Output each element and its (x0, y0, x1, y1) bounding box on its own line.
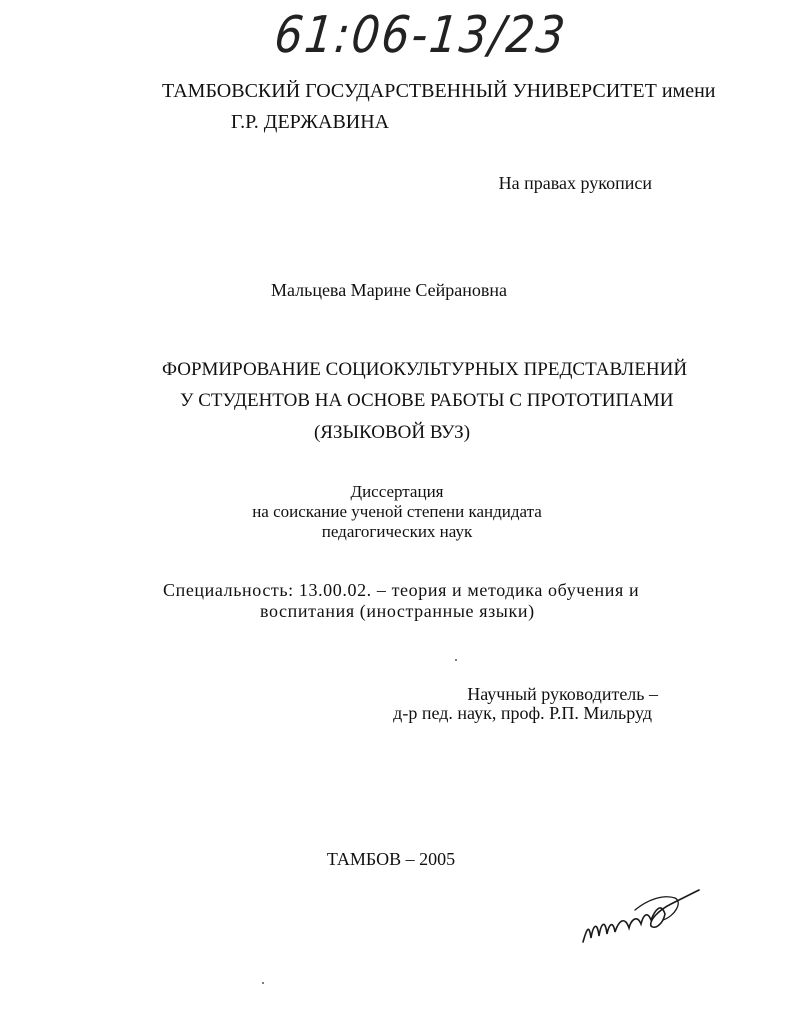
science-field-line: педагогических наук (321, 522, 473, 541)
specialty-line1: Специальность: 13.00.02. – теория и методика обучения и (163, 580, 640, 600)
thesis-title-line1: ФОРМИРОВАНИЕ СОЦИОКУЛЬТУРНЫХ ПРЕДСТАВЛЕНИЙ (162, 359, 688, 380)
rights-notice: На правах рукописи (498, 173, 652, 193)
supervisor-label: Научный руководитель – (467, 684, 658, 704)
author-name: Мальцева Марине Сейрановна (270, 280, 508, 300)
handwritten-catalog-number: 61:06-13/23 (271, 6, 570, 65)
degree-line: на соискание ученой степени кандидата (252, 502, 542, 521)
university-name-line2: Г.Р. ДЕРЖАВИНА (230, 111, 390, 133)
supervisor-name: д-р пед. наук, проф. Р.П. Мильруд (393, 703, 652, 723)
scan-speck (262, 982, 264, 984)
university-name-line1: ТАМБОВСКИЙ ГОСУДАРСТВЕННЫЙ УНИВЕРСИТЕТ имени (162, 80, 716, 102)
scan-speck (455, 659, 457, 661)
handwritten-signature (575, 880, 705, 950)
thesis-title-line3: (ЯЗЫКОВОЙ ВУЗ) (313, 422, 471, 443)
dissertation-label: Диссертация (350, 482, 444, 501)
specialty-line2: воспитания (иностранные языки) (260, 601, 535, 621)
thesis-title-line2: У СТУДЕНТОВ НА ОСНОВЕ РАБОТЫ С ПРОТОТИПАМИ (180, 390, 674, 411)
city-year: ТАМБОВ – 2005 (326, 849, 456, 869)
